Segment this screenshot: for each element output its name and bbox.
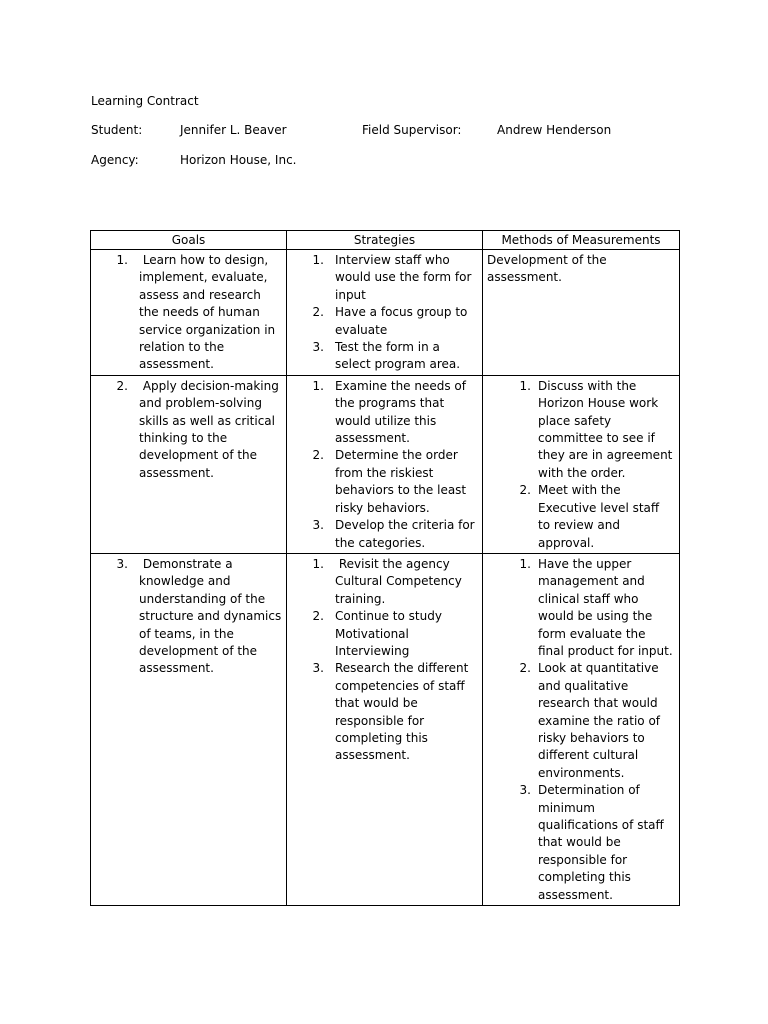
strategy-item (291, 517, 479, 552)
goal-cell (91, 553, 287, 905)
table-header-row (91, 231, 680, 250)
measurement-number: 1. (519, 378, 531, 393)
measurements-cell (483, 553, 680, 905)
measurement-item-text: Look at quantitative and qualitative research that would examine the ratio of risky behaviors to different cultural environments. (538, 661, 661, 780)
header-strategies: Strategies (287, 231, 483, 250)
strategy-text: Test the form in a select program area. (335, 340, 461, 372)
strategy-text: Revisit the agency Cultural Competency training. (335, 556, 466, 606)
measurement-item (487, 482, 676, 552)
measurement-item (487, 556, 676, 660)
measurement-item-text: Determination of minimum qualifications of staff that would be responsible for completing this assessment. (538, 783, 664, 902)
measurement-item (487, 660, 676, 782)
strategy-text: Develop the criteria for the categories. (335, 518, 479, 550)
goal-cell (91, 250, 287, 376)
goal-text: Learn how to design, implement, evaluate, assess and research the needs of human service organization in relation to the assessment. (139, 253, 279, 372)
supervisor-name: Andrew Henderson (497, 123, 612, 137)
strategy-number: 3. (312, 518, 324, 533)
agency-name: Horizon House, Inc. (180, 153, 297, 167)
student-name: Jennifer L. Beaver (180, 123, 287, 137)
strategy-text: Have a focus group to evaluate (335, 305, 472, 337)
measurement-item (487, 782, 676, 904)
measurements-cell (483, 375, 680, 553)
measurement-item-text: Discuss with the Horizon House work place safety committee to see if they are in agreement with the order. (538, 378, 673, 480)
measurement-number: 3. (519, 783, 531, 798)
strategy-number: 3. (312, 340, 324, 355)
strategy-item (291, 252, 479, 304)
strategies-cell (287, 553, 483, 905)
strategy-number: 1. (312, 556, 324, 571)
goal-number: 2. (116, 378, 128, 393)
strategy-item (291, 339, 479, 374)
supervisor-label: Field Supervisor: (362, 123, 462, 137)
strategy-item (291, 608, 479, 660)
learning-contract-table (90, 230, 680, 906)
document-title: Learning Contract (91, 94, 199, 108)
strategy-item (291, 447, 479, 517)
strategy-number: 2. (312, 609, 324, 624)
strategy-number: 3. (312, 661, 324, 676)
goal-item (95, 556, 286, 678)
header-methods: Methods of Measurements (483, 231, 680, 250)
student-label: Student: (91, 123, 143, 137)
strategy-number: 2. (312, 305, 324, 320)
strategy-text: Interview staff who would use the form for input (335, 253, 476, 302)
measurement-item (487, 378, 676, 482)
strategy-text: Determine the order from the riskiest behaviors to the least risky behaviors. (335, 448, 470, 515)
goal-text: Apply decision-making and problem-solving skills as well as critical thinking to the development of the assessment. (139, 378, 283, 480)
goal-item (95, 378, 283, 482)
goal-item (95, 252, 283, 374)
strategy-item (291, 378, 479, 448)
strategy-item (291, 660, 479, 764)
measurement-number: 2. (519, 483, 531, 498)
strategy-number: 1. (312, 253, 324, 267)
agency-label: Agency: (91, 153, 139, 167)
goal-text: Demonstrate a knowledge and understanding of the structure and dynamics of teams, in the development of the assessment. (139, 556, 286, 676)
goal-cell (91, 375, 287, 553)
measurement-item-text: Meet with the Executive level staff to review and approval. (538, 483, 660, 550)
goal-number: 3. (116, 556, 128, 571)
strategy-item (291, 304, 479, 339)
strategy-item (291, 556, 479, 608)
measurement-item-text: Have the upper management and clinical staff who would be using the form evaluate the final product for input. (538, 556, 673, 658)
table-row (91, 375, 680, 553)
goal-number: 1. (116, 253, 128, 267)
strategy-text: Research the different competencies of staff that would be responsible for completing this assessment. (335, 661, 473, 763)
measurement-number: 2. (519, 661, 531, 676)
strategy-text: Examine the needs of the programs that would utilize this assessment. (335, 378, 470, 446)
header-goals: Goals (91, 231, 287, 250)
strategies-cell (287, 375, 483, 553)
strategy-number: 2. (312, 448, 324, 463)
strategy-number: 1. (312, 378, 324, 393)
table-row (91, 250, 680, 376)
strategy-text: Continue to study Motivational Interviewing (335, 609, 446, 658)
measurement-text: Development of the assessment. (487, 253, 607, 285)
measurements-cell (483, 250, 680, 376)
strategies-cell (287, 250, 483, 376)
table-row (91, 553, 680, 905)
measurement-number: 1. (519, 556, 531, 571)
